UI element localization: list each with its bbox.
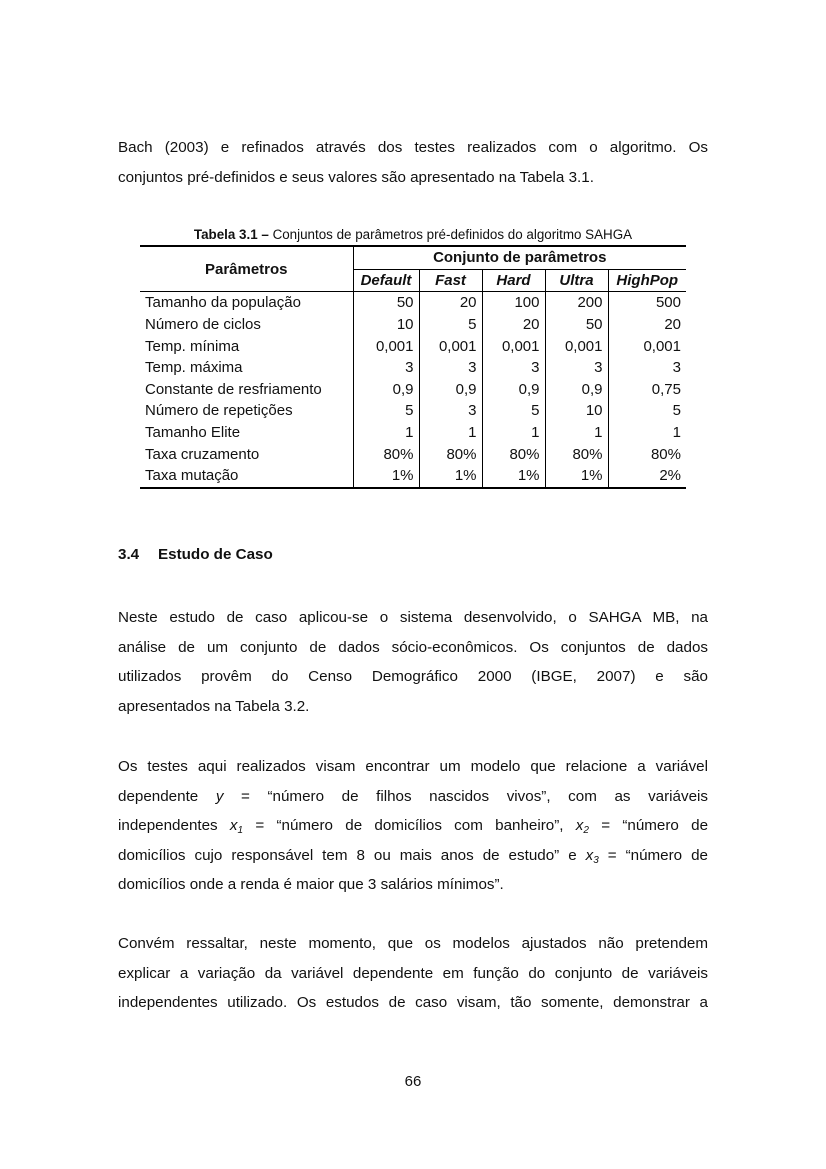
table-cell: 5 [419,314,482,336]
table-cell: 20 [419,292,482,314]
paragraph-line: dependente y = “número de filhos nascidos vivos”, com as variáveis [118,787,708,805]
table-cell: 20 [482,314,545,336]
row-label: Tamanho da população [140,292,353,314]
table-row [140,335,686,357]
col-header: Fast [419,269,482,292]
paragraph-line: Convém ressaltar, neste momento, que os modelos ajustados não pretendem [118,935,708,952]
table-cell: 0,001 [643,337,681,355]
paragraph-line: apresentados na Tabela 3.2. [118,697,310,715]
col-header: Hard [482,269,545,292]
table-cell: 0,9 [545,379,608,401]
table-cell: 3 [419,400,482,422]
table-cell: 80% [482,443,545,465]
table-cell: 0,001 [353,335,419,357]
variable-x2: $x_2$ [575,817,589,837]
intro-line-2: conjuntos pré-definidos e seus valores são apresentado na Tabela 3.1. [118,168,594,186]
table-cell: 50 [353,292,419,314]
row-label: Número de repetições [140,400,353,422]
section-number: 3.4 [118,546,140,563]
table-cell: 80% [650,445,681,463]
page-number: 66 [404,1073,422,1090]
paragraph-line: utilizados provêm do Censo Demográfico 2000 (IBGE, 2007) e são [118,668,708,686]
table-cell: 50 [545,314,608,336]
table-cell: 0,001 [419,335,482,357]
table-header-row [140,246,686,269]
table-cell: 3 [545,357,608,379]
table-cell: 1 [672,424,681,442]
table-row [140,292,686,314]
table-row [140,443,686,465]
parameters-table [140,245,686,489]
table-cell: 0,75 [651,380,681,398]
row-label: Número de ciclos [140,314,353,336]
table-cell: 1% [545,465,608,488]
table-cell: 0,9 [353,379,419,401]
table-cell: 5 [482,400,545,422]
table-row [140,314,686,336]
table-cell: 200 [545,292,608,314]
table-cell: 500 [655,294,681,312]
table-cell: 0,9 [419,379,482,401]
table-cell: 100 [482,292,545,314]
table-cell: 80% [545,443,608,465]
table-caption [140,227,686,242]
table-cell: 3 [353,357,419,379]
table-cell: 1% [482,465,545,488]
table-cell: 1 [482,422,545,444]
intro-line-1: Bach (2003) e refinados através dos testes realizados com o algoritmo. Os [118,139,708,156]
table-cell: 1 [545,422,608,444]
row-label: Temp. mínima [140,335,353,357]
paragraph-line: Os testes aqui realizados visam encontrar um modelo que relacione a variável [118,758,708,775]
row-label: Taxa cruzamento [140,443,353,465]
table-row [140,400,686,422]
table-cell: 5 [672,402,681,420]
table-cell: 2% [608,465,686,488]
variable-x1: $x_1$ [229,817,244,837]
table-cell: 1% [353,465,419,488]
variable-y: y [215,787,224,805]
table-cell: 10 [353,314,419,336]
table-cell: 10 [545,400,608,422]
paragraph-1 [118,603,708,721]
paragraph-line: domicílios cujo responsável tem 8 ou mais anos de estudo” e $x_3$ = “número de [118,846,708,866]
col-header: Ultra [545,269,608,292]
paragraph-line: domicílios onde a renda é maior que 3 salários mínimos”. [118,876,504,894]
col-header: HighPop [608,269,686,292]
table-cell: 5 [353,400,419,422]
table-row [140,422,686,444]
table-cell: 3 [419,357,482,379]
table-cell: 3 [482,357,545,379]
table-cell: 80% [419,443,482,465]
param-header: Parâmetros [140,246,353,292]
row-label: Taxa mutação [140,465,353,488]
paragraph-line: Neste estudo de caso aplicou-se o sistema desenvolvido, o SAHGA MB, na [118,609,708,626]
row-label: Temp. máxima [140,357,353,379]
table-cell: 1 [353,422,419,444]
table-cell: 0,9 [482,379,545,401]
table-caption-label: Tabela 3.1 – [193,227,269,242]
paragraph-line: independentes utilizado. Os estudos de caso visam, tão somente, demonstrar a [118,994,708,1012]
table-cell: 20 [664,316,681,334]
table-cell: 1 [419,422,482,444]
intro-paragraph [118,133,708,192]
paragraph-line: análise de um conjunto de dados sócio-econômicos. Os conjuntos de dados [118,638,708,656]
paragraph-line: explicar a variação da variável dependente em função do conjunto de variáveis [118,964,708,982]
table-cell: 3 [672,359,681,377]
section-title: Estudo de Caso [158,546,273,563]
col-header: Default [353,269,419,292]
variable-x3: $x_3$ [585,846,599,866]
table-row [140,357,686,379]
paragraph-line: independentes $x_1$ = “número de domicílios com banheiro”, $x_2$ = “número de [118,817,709,837]
paragraph-2 [118,752,708,900]
group-header: Conjunto de parâmetros [353,246,686,269]
paragraph-3 [118,929,708,1018]
table-row [140,465,686,488]
table-cell: 0,001 [545,335,608,357]
table-cell: 80% [353,443,419,465]
table-cell: 1% [419,465,482,488]
table-row [140,379,686,401]
row-label: Tamanho Elite [140,422,353,444]
table-caption-text: Conjuntos de parâmetros pré-definidos do algoritmo SAHGA [268,227,633,242]
row-label: Constante de resfriamento [140,379,353,401]
table-cell: 0,001 [482,335,545,357]
section-heading [118,546,273,563]
